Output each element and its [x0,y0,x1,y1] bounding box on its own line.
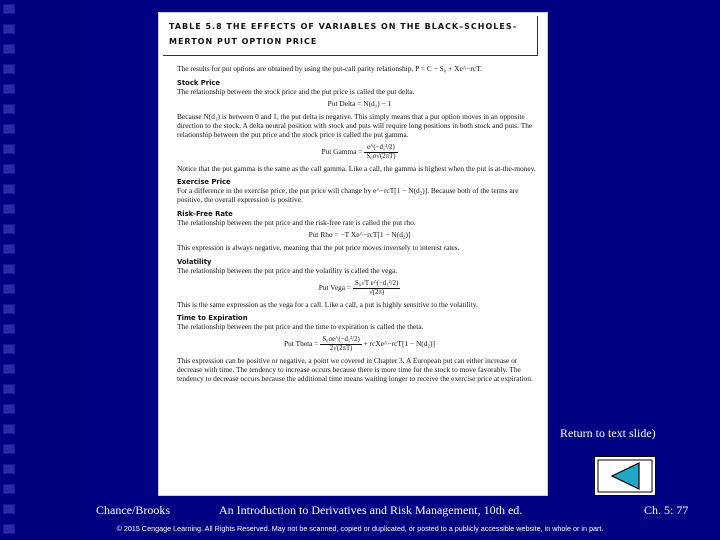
section-heading-volatility: Volatility [177,257,212,266]
decorative-side-strip [0,0,18,540]
decorative-square [3,464,15,474]
table-intro: The results for put options are obtained by using the put-call parity relationship, P = C − S₀ + Xe^−rcT. [177,64,482,73]
decorative-square [3,124,15,134]
decorative-square [3,224,15,234]
section-heading-time-to-expiration: Time to Expiration [177,314,248,323]
decorative-square [3,404,15,414]
decorative-square [3,304,15,314]
gamma-fraction [364,144,397,161]
decorative-square [3,484,15,494]
return-to-text-slide-link[interactable]: Return to text slide) [560,426,656,440]
theta-fraction [320,336,361,353]
table-title-line1: TABLE 5.8 THE EFFECTS OF VARIABLES ON THE BLACK–SCHOLES– [169,22,518,31]
section-heading-risk-free-rate: Risk-Free Rate [177,209,233,218]
decorative-square [3,244,15,254]
delta-note: Because N(d₁) is between 0 and 1, the put delta is negative. This simply means that a put option moves in an opposite direction to the stock. A delta neutral position with stock and puts will require long positions in both stock and puts. The relationship between the put price and the stock price is called the put gamma. [177,112,533,139]
footer-page-number: Ch. 5: 77 [644,503,689,517]
theta-rest: + rcXe^−rcT[1 − N(d₂)] [363,339,435,349]
back-arrow-icon [595,457,655,495]
decorative-square [3,364,15,374]
section-heading-exercise-price: Exercise Price [177,178,231,187]
decorative-square [3,4,15,14]
table-image [158,12,548,496]
decorative-square [3,324,15,334]
table-title [169,19,529,49]
theta-numerator: S₀σe^(−d₁²/2) [322,335,360,343]
footer-author: Chance/Brooks [96,503,170,517]
equation-put-delta: Put Delta = N(d₁) − 1 [327,99,392,109]
footer-book-title: An Introduction to Derivatives and Risk Management, 10th ed. [219,503,523,517]
decorative-square [3,424,15,434]
decorative-square [3,104,15,114]
theta-label: Put Theta = [284,339,319,349]
decorative-square [3,344,15,354]
decorative-square [3,84,15,94]
decorative-square [3,64,15,74]
equation-put-gamma [177,144,542,161]
vega-note: This is the same expression as the vega for a call. Like a call, a put is highly sensitive to the volatility. [177,299,478,309]
vega-fraction [353,280,400,297]
back-button[interactable] [594,456,656,496]
section-heading-stock-price: Stock Price [177,78,221,87]
section-text-risk-free-rate: The relationship between the put price and the risk-free rate is called the put rho. [177,217,416,227]
theta-note: This expression can be positive or negative, a point we covered in Chapter 3. A European put can either increase or decrease with time. The tendency to increase occurs because there is more time for the stock to move favorably. The tendency to decrease occurs because the additional time means waiting longer to receive the exercise price at expiration. [177,355,533,383]
gamma-denominator: S₀σ√(2πT) [366,152,396,160]
vega-numerator: S₀√T e^(−d₁²/2) [354,279,399,287]
rho-note: This expression is always negative, meaning that the put price moves inversely to interest rates. [177,243,460,253]
gamma-note: Notice that the put gamma is the same as the call gamma. Like a call, the gamma is highest when the put is at-the-money. [177,163,536,173]
decorative-square [3,24,15,34]
decorative-square [3,384,15,394]
table-title-line2: MERTON PUT OPTION PRICE [169,37,318,46]
decorative-square [3,184,15,194]
decorative-square [3,144,15,154]
gamma-label: Put Gamma = [321,146,363,156]
section-text-volatility: The relationship between the put price and the volatility is called the vega. [177,265,398,275]
decorative-square [3,444,15,454]
section-text-exercise-price: For a difference in the exercise price, the put price will change by e^−rcT[1 − N(d₂)]. Because both of the terms are positive, the overall expression is positive. [177,186,519,204]
equation-put-rho: Put Rho = −T Xe^−rcT[1 − N(d₂)] [308,230,411,240]
section-text-time-to-expiration: The relationship between the put price and the time to expiration is called the theta. [177,322,424,332]
table-body [177,65,542,383]
footer-copyright: © 2015 Cengage Learning. All Rights Reserved. May not be scanned, copied or duplicated, or posted to a publicly accessible website, in whole or in part. [116,524,604,533]
equation-put-vega [177,280,542,297]
gamma-numerator: e^(−d₁²/2) [364,144,397,153]
vega-label: Put Vega = [318,282,352,292]
decorative-square [3,504,15,514]
section-text-stock-price: The relationship between the stock price and the put price is called the put delta. [177,86,415,96]
decorative-square [3,264,15,274]
decorative-square [3,164,15,174]
decorative-square [3,284,15,294]
decorative-square [3,204,15,214]
equation-put-theta [177,336,542,353]
vega-denominator: √(2π) [369,288,385,296]
theta-denominator: 2√(2πT) [329,344,353,352]
decorative-square [3,44,15,54]
